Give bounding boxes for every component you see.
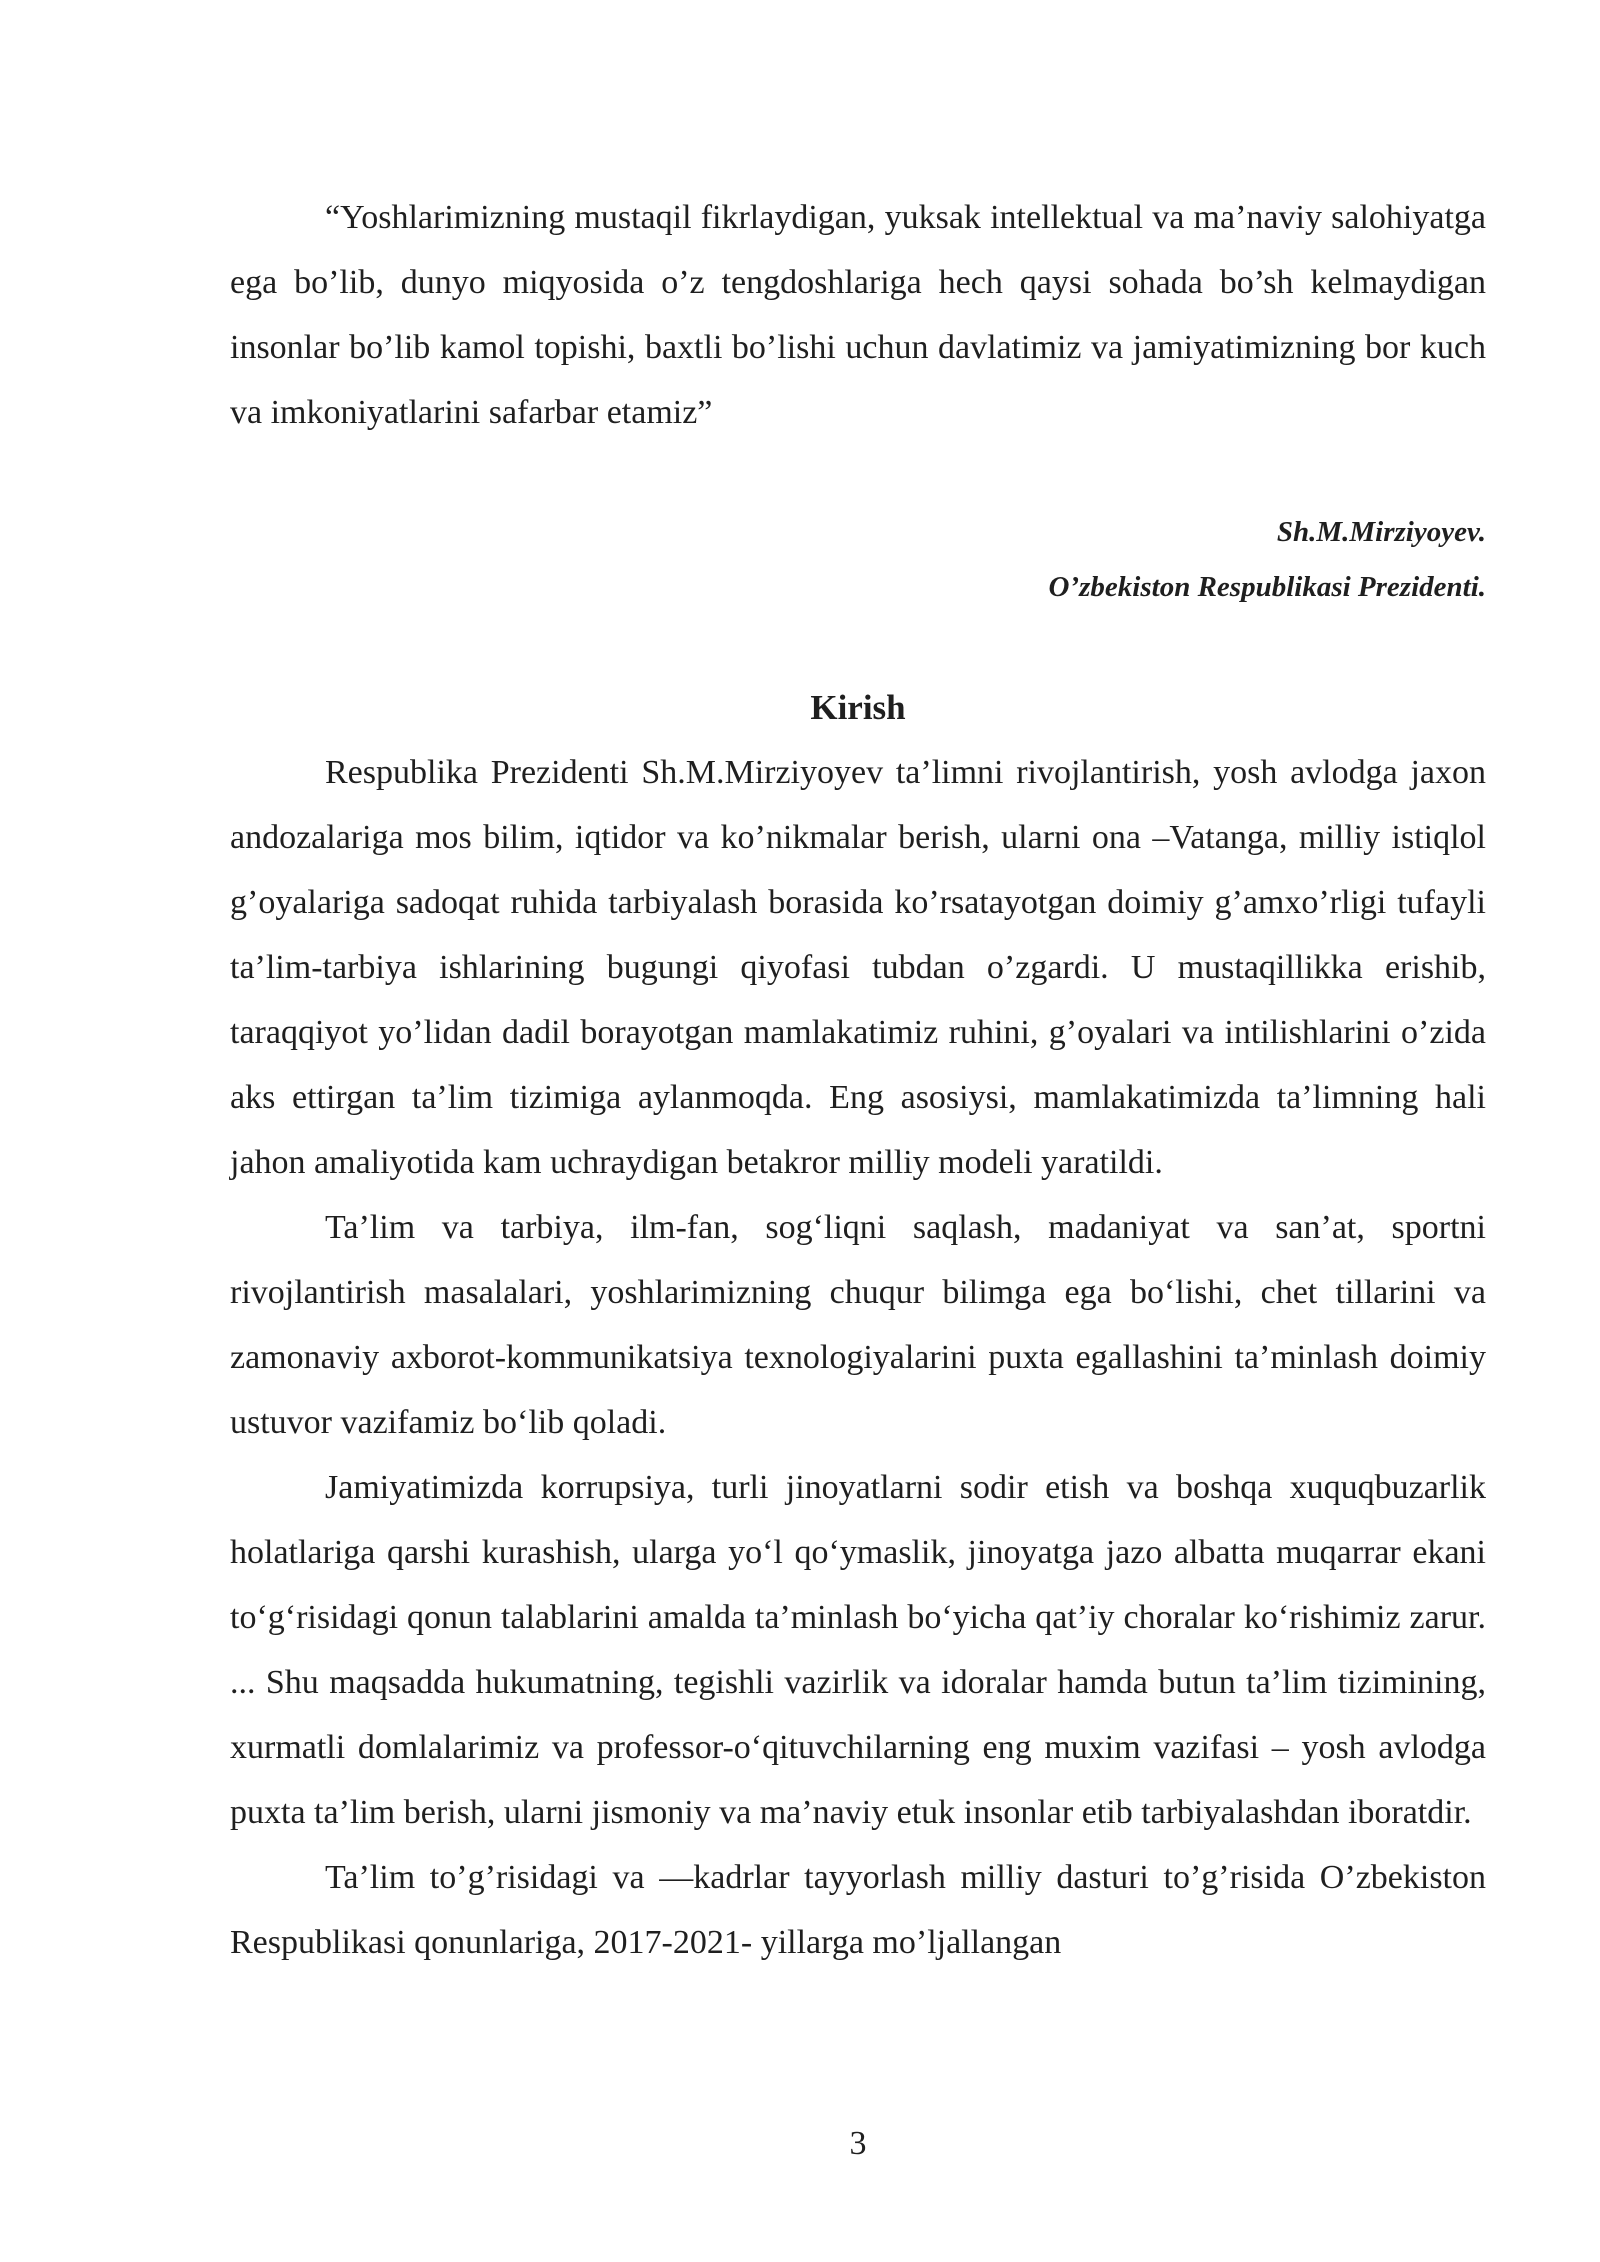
body-paragraph-2: Ta’lim va tarbiya, ilm-fan, sog‘liqni saqlash, madaniyat va san’at, sportni rivojlantirish masalalari, yoshlarimizning chuqur bilimga ega bo‘lishi, chet tillarini va zamonaviy axborot-kommunikatsiya texnologiyalarini puxta egallashini ta’minlash doimiy ustuvor vazifamiz bo‘lib qoladi. [230,1209,1486,1441]
epigraph-quote: “Yoshlarimizning mustaqil fikrlaydigan, yuksak intellektual va ma’naviy salohiyatga ega bo’lib, dunyo miqyosida o’z tengdoshlariga hech qaysi sohada bo’sh kelmaydigan insonlar bo’lib kamol topishi, baxtli bo’lishi uchun davlatimiz va jamiyatimizning bor kuch va imkoniyatlarini safarbar etamiz” [230,199,1486,431]
epigraph-author: Sh.M.Mirziyoyev. [1276,516,1486,548]
epigraph-author-title: O’zbekiston Respublikasi Prezidenti. [1048,571,1486,603]
body-paragraph-1: Respublika Prezidenti Sh.M.Mirziyoyev ta’limni rivojlantirish, yosh avlodga jaxon andozalariga mos bilim, iqtidor va ko’nikmalar berish, ularni ona –Vatanga, milliy istiqlol g’oyalariga sadoqat ruhida tarbiyalash borasida ko’rsatayotgan doimiy g’amxo’rligi tufayli ta’lim-tarbiya ishlarining bugungi qiyofasi tubdan o’zgardi. U mustaqillikka erishib, taraqqiyot yo’lidan dadil borayotgan mamlakatimiz ruhini, g’oyalari va intilishlarini o’zida aks ettirgan ta’lim tizimiga aylanmoqda. Eng asosiysi, mamlakatimizda ta’limning hali jahon amaliyotida kam uchraydigan betakror milliy modeli yaratildi. [230,754,1486,1181]
document-page [230,185,1486,1975]
body-paragraph-4: Ta’lim to’g’risidagi va ―kadrlar tayyorlash milliy dasturi to’g’risida O’zbekiston Respublikasi qonunlariga, 2017-2021- yillarga mo’ljallangan [230,1859,1486,1961]
body-paragraph-3: Jamiyatimizda korrupsiya, turli jinoyatlarni sodir etish va boshqa xuquqbuzarlik holatlariga qarshi kurashish, ularga yo‘l qo‘ymaslik, jinoyatga jazo albatta muqarrar ekani to‘g‘risidagi qonun talablarini amalda ta’minlash bo‘yicha qat’iy choralar ko‘rishimiz zarur. ... Shu maqsadda hukumatning, tegishli vazirlik va idoralar hamda butun ta’lim tizimining, xurmatli domlalarimiz va professor-o‘qituvchilarning eng muxim vazifasi – yosh avlodga puxta ta’lim berish, ularni jismoniy va ma’naviy etuk insonlar etib tarbiyalashdan iboratdir. [230,1469,1486,1831]
page-number: 3 [849,2125,867,2162]
section-heading: Kirish [810,688,906,727]
epigraph-attribution [230,505,1486,615]
